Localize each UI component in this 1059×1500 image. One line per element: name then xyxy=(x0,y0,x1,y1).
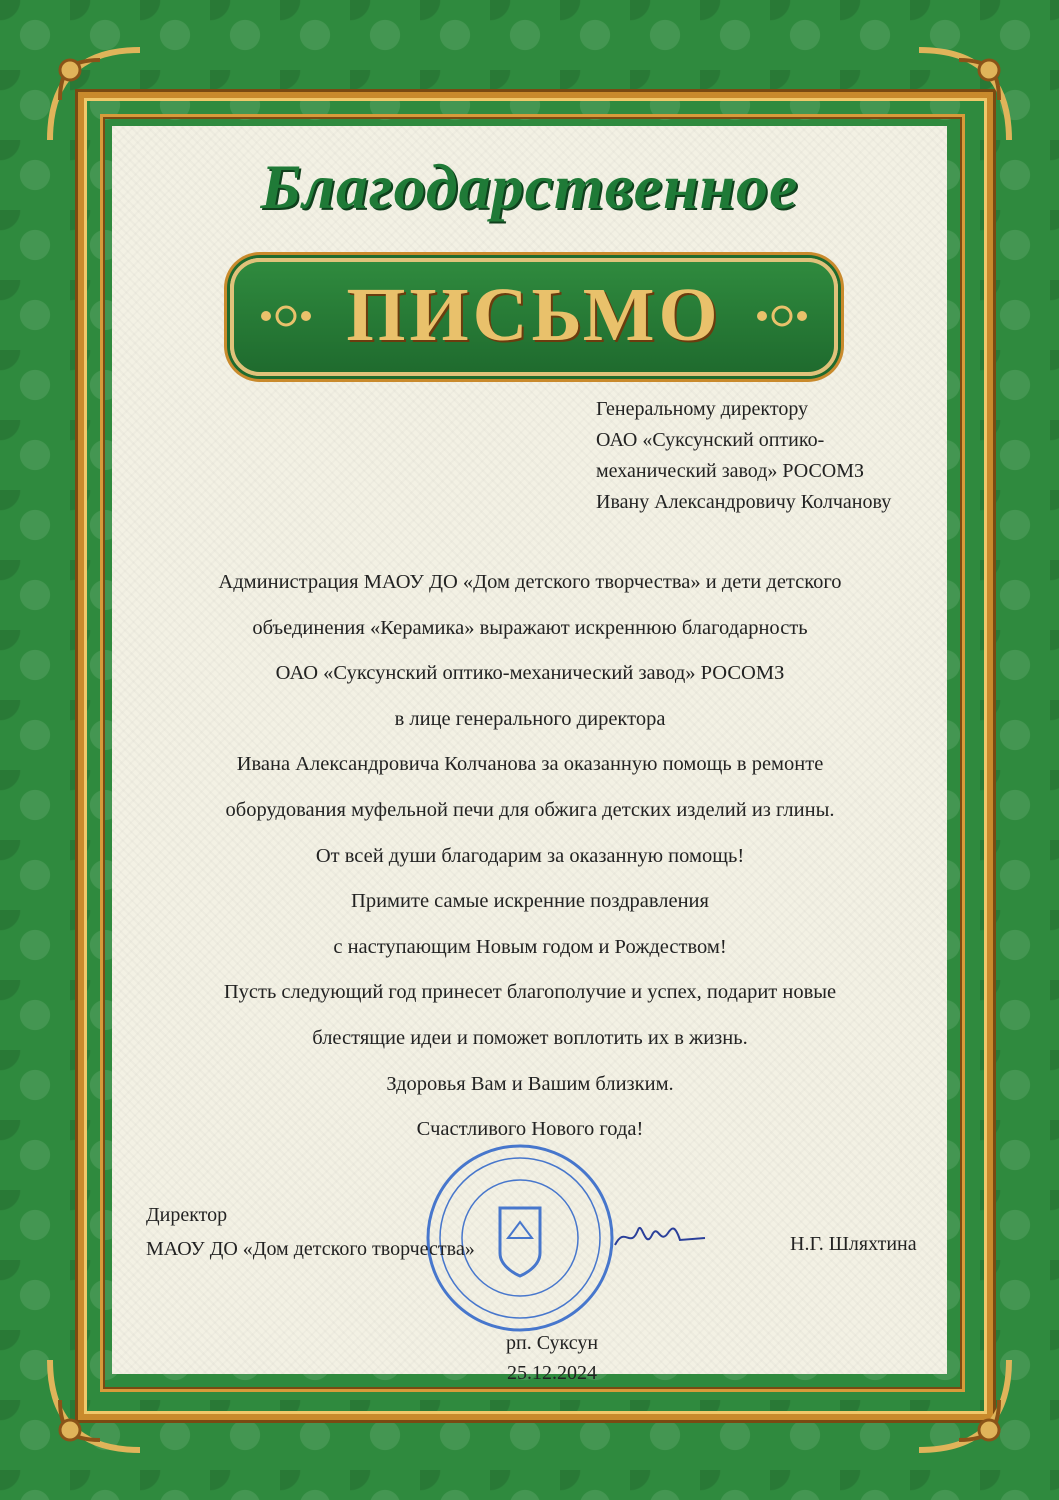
addressee-line: Генеральному директору xyxy=(596,398,809,420)
signer-name: Н.Г. Шляхтина xyxy=(790,1233,917,1255)
addressee-line: Ивану Александровичу Колчанову xyxy=(596,491,892,513)
addressee-line: ОАО «Суксунский оптико- xyxy=(596,429,825,451)
title-letter: ПИСЬМО xyxy=(346,273,722,357)
body-line: Администрация МАОУ ДО «Дом детского творчества» и дети детского xyxy=(218,571,842,593)
body-line: Ивана Александровича Колчанова за оказанную помощь в ремонте xyxy=(236,753,824,776)
body-line: блестящие идеи и поможет воплотить их в жизнь. xyxy=(312,1026,748,1049)
corner-ornament-icon xyxy=(909,1350,1019,1460)
title-banner xyxy=(230,258,838,376)
corner-ornament-icon xyxy=(40,1350,150,1460)
body-line: объединения «Керамика» выражают искреннюю благодарность xyxy=(252,616,808,639)
corner-ornament-icon xyxy=(40,40,150,150)
place-date-block xyxy=(506,1328,598,1388)
addressee-line: механический завод» РОСОМЗ xyxy=(596,460,865,482)
place: рп. Суксун xyxy=(506,1332,599,1354)
body-line: От всей души благодарим за оказанную помощь! xyxy=(315,844,745,867)
addressee-block xyxy=(596,394,891,518)
title-gratitude: Благодарственное xyxy=(260,151,799,222)
corner-ornament-icon xyxy=(909,40,1019,150)
handwritten-signature xyxy=(610,1205,710,1265)
date: 25.12.2024 xyxy=(507,1362,598,1384)
body-line: Пусть следующий год принесет благополучие и успех, подарит новые xyxy=(223,981,837,1004)
signature-block xyxy=(146,1198,475,1266)
banner-ornament-icon xyxy=(752,302,812,330)
body-line: Здоровья Вам и Вашим близким. xyxy=(386,1072,674,1095)
body-line: ОАО «Суксунский оптико-механический завод» РОСОМЗ xyxy=(275,662,785,685)
body-line: Примите самые искренние поздравления xyxy=(351,890,709,913)
body-line: оборудования муфельной печи для обжига детских изделий из глины. xyxy=(225,798,835,821)
body-line: Счастливого Нового года! xyxy=(416,1118,644,1141)
body-line: в лице генерального директора xyxy=(394,707,666,730)
signer-organization: МАОУ ДО «Дом детского творчества» xyxy=(146,1238,475,1260)
signer-position: Директор xyxy=(146,1204,228,1226)
body-line: с наступающим Новым годом и Рождеством! xyxy=(333,935,727,958)
letter-body xyxy=(150,560,910,1153)
